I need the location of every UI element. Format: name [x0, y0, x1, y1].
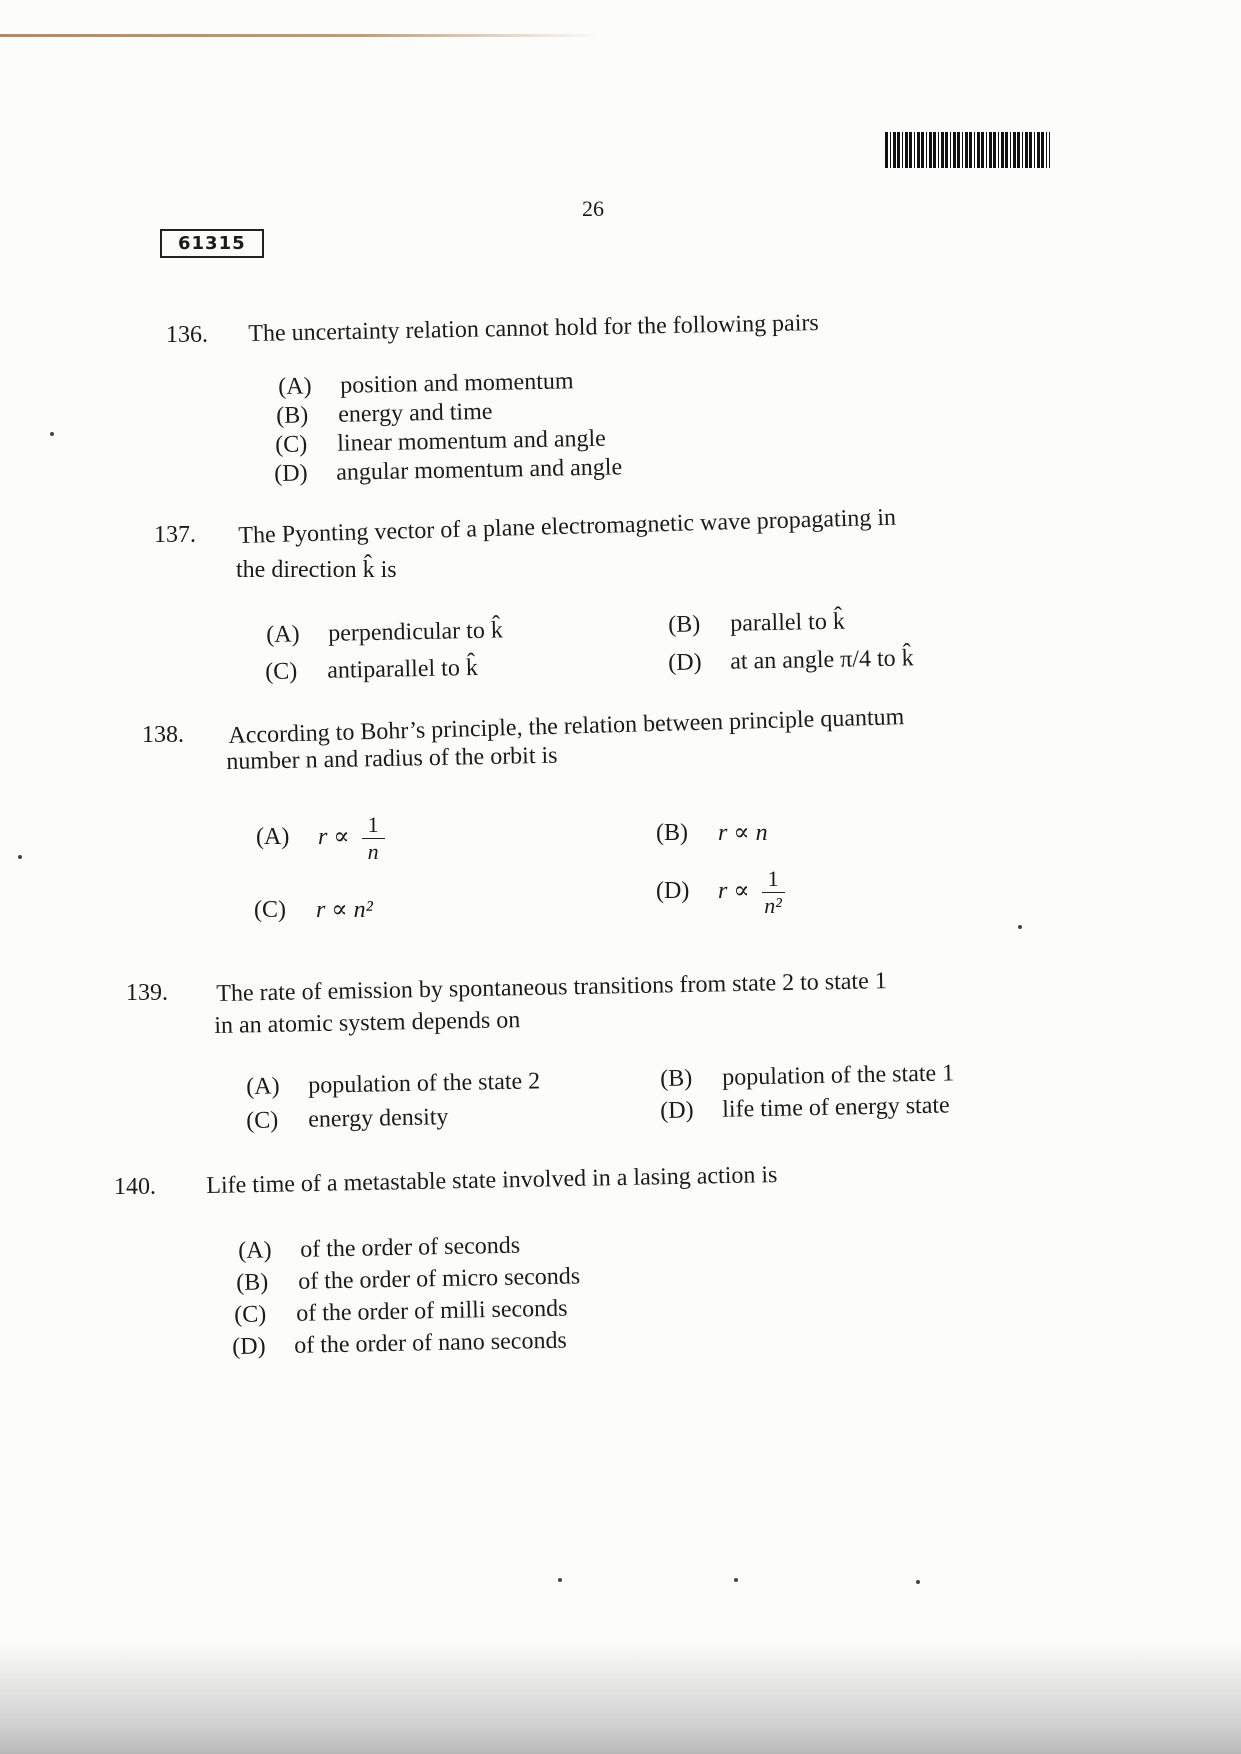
paper-edge	[0, 34, 600, 37]
option-label: (B)	[236, 1269, 269, 1296]
option-text: linear momentum and angle	[336, 425, 607, 457]
option-text: population of the state 1	[721, 1060, 955, 1091]
option-d	[232, 1328, 567, 1361]
option-text: of the order of nano seconds	[293, 1327, 568, 1359]
fraction-denominator: n	[367, 839, 379, 864]
option-label: (C)	[234, 1301, 267, 1328]
option-b	[656, 818, 768, 847]
question-number: 136.	[166, 322, 208, 348]
option-text: population of the state 2	[307, 1068, 541, 1099]
question-number: 140.	[114, 1174, 156, 1200]
option-text: position and momentum	[339, 368, 574, 399]
scan-speck	[1018, 925, 1022, 929]
option-text: perpendicular to k̂	[327, 617, 504, 647]
question-text-line-1: According to Bohr’s principle, the relation between principle quantum	[228, 704, 905, 749]
fraction	[362, 812, 385, 865]
option-a	[266, 617, 503, 649]
option-a	[238, 1233, 520, 1265]
scan-speck	[50, 432, 54, 436]
option-a	[256, 812, 385, 865]
question-text-line-2: number n and radius of the orbit is	[226, 742, 558, 775]
question-text-line-2: the direction k̂ is	[236, 557, 397, 583]
option-text: of the order of milli seconds	[295, 1295, 568, 1327]
scan-speck	[734, 1578, 738, 1582]
option-label: (A)	[266, 621, 300, 648]
fraction	[762, 866, 785, 919]
option-label: (C)	[275, 431, 308, 458]
option-label: (B)	[668, 611, 701, 638]
scan-speck	[558, 1578, 562, 1582]
option-label: (D)	[660, 1097, 694, 1124]
option-a	[246, 1068, 540, 1101]
option-label: (D)	[232, 1333, 266, 1360]
option-text: life time of energy state	[721, 1092, 950, 1123]
option-label: (A)	[256, 824, 290, 851]
option-c	[275, 426, 606, 459]
option-expression: r ∝	[718, 878, 750, 905]
option-c	[246, 1104, 449, 1135]
option-c	[254, 895, 373, 924]
option-label: (A)	[278, 373, 312, 400]
option-label: (D)	[668, 649, 702, 676]
page-number: 26	[582, 196, 604, 221]
question-text-line-1: The rate of emission by spontaneous transitions from state 2 to state 1	[216, 968, 887, 1007]
option-a	[278, 368, 574, 401]
option-label: (A)	[246, 1073, 280, 1100]
paper-code-box: 61315	[160, 229, 264, 258]
option-text: at an angle π/4 to k̂	[729, 645, 914, 675]
option-b	[276, 399, 493, 430]
option-text: parallel to k̂	[729, 608, 846, 637]
option-label: (C)	[246, 1107, 279, 1134]
option-label: (B)	[660, 1065, 693, 1092]
option-label: (B)	[656, 820, 688, 846]
option-label: (D)	[656, 878, 690, 905]
option-text: angular momentum and angle	[335, 454, 623, 486]
barcode	[885, 132, 1050, 168]
question-text-line-1: The Pyonting vector of a plane electromagnetic wave propagating in	[238, 504, 897, 549]
option-expression: r ∝ n²	[316, 897, 373, 923]
scan-shadow	[0, 1640, 1241, 1754]
scan-speck	[916, 1580, 920, 1584]
fraction-numerator: 1	[362, 812, 385, 839]
option-label: (C)	[254, 897, 286, 923]
option-text: antiparallel to k̂	[326, 654, 479, 684]
option-b	[236, 1263, 580, 1297]
option-expression: r ∝ n	[718, 820, 768, 846]
scan-speck	[18, 855, 22, 859]
option-b	[660, 1060, 954, 1093]
option-d	[660, 1092, 950, 1125]
question-number: 139.	[126, 980, 168, 1006]
question-number: 138.	[142, 722, 184, 748]
option-text: of the order of micro seconds	[297, 1263, 581, 1295]
option-text: energy density	[307, 1104, 449, 1133]
option-d	[274, 454, 622, 488]
question-text: Life time of a metastable state involved in a lasing action is	[206, 1162, 778, 1199]
option-c	[234, 1296, 568, 1329]
option-d	[656, 866, 785, 919]
option-c	[265, 655, 478, 686]
question-text: The uncertainty relation cannot hold for the following pairs	[248, 310, 819, 347]
option-label: (A)	[238, 1237, 272, 1264]
option-text: of the order of seconds	[299, 1232, 521, 1263]
option-expression: r ∝	[318, 824, 350, 851]
fraction-numerator: 1	[762, 866, 785, 893]
question-number: 137.	[154, 522, 196, 548]
question-text-line-2: in an atomic system depends on	[214, 1007, 521, 1039]
option-label: (B)	[276, 402, 309, 429]
option-label: (C)	[265, 658, 298, 685]
option-d	[668, 645, 914, 677]
fraction-denominator: n²	[764, 893, 782, 918]
option-text: energy and time	[337, 398, 493, 428]
option-label: (D)	[274, 460, 308, 487]
option-b	[668, 609, 845, 639]
